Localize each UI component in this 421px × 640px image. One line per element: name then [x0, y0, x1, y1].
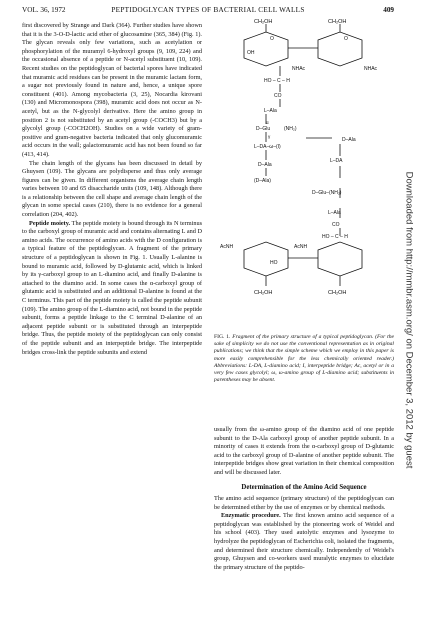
label-ch2oh-top-right: CH₂OH — [328, 19, 347, 25]
label-co-top: CO — [274, 93, 282, 99]
label-ch2oh-bottom-left: CH₂OH — [254, 290, 273, 296]
paragraph-enzymatic-procedure — [214, 512, 394, 572]
label-d-glu: D–Glu — [256, 126, 271, 132]
peptidoglycan-structure-svg — [214, 18, 394, 336]
figure-label: FIG. 1. — [214, 334, 231, 340]
enzymatic-procedure-body: The first known amino acid sequence of a peptidoglycan was established by the pioneering work of Weidel and his school (403). They used autolytic enzymes and lysozyme to hydrolyze the peptidoglycan of Escherichia coli, isolated the fragments, and determined their structure chemically. Independently of Weidel's group, Ghuysen and co-workers used muralytic enzymes to elucidate the primary structure of the peptido- — [214, 512, 394, 571]
label-l-ala-top: L–Ala — [264, 108, 277, 114]
label-nhac-top-left: NHAc — [292, 66, 306, 72]
run-in-heading-peptide-moiety: Peptide moiety. — [29, 219, 71, 227]
label-ring-o-1: O — [270, 36, 274, 42]
label-ring-o-2: O — [344, 36, 348, 42]
running-title: PEPTIDOGLYCAN TYPES OF BACTERIAL CELL WALLS — [111, 6, 305, 14]
label-alpha: α — [266, 120, 269, 125]
download-watermark-text: Downloaded from http://mmbr.asm.org/ on December 3, 2012 by guest — [403, 171, 415, 469]
sugar-ring-top-right — [318, 32, 362, 66]
label-ch2oh-bottom-right: CH₂OH — [328, 290, 347, 296]
label-l-da-right: L–DA — [330, 158, 343, 164]
paragraph-peptide-moiety — [22, 220, 202, 358]
label-nhac-top-right: NHAc — [364, 66, 378, 72]
label-d-ala-parenthesized: (D–Ala) — [254, 178, 271, 184]
paragraph-glycan-chain-length: The chain length of the glycans has been discussed in detail by Ghuysen (109). The glycans are polydisperse and thus only average figures can be given. In different organisms the average chain length varies between 10 and 65 disaccharide units (109, 148). Although there is a relationship between the cell shape and average chain length of the glycan in some special cases (210), there is no evidence for a general correlation (204, 402). — [22, 159, 202, 219]
sugar-ring-bottom-left — [244, 242, 288, 276]
page-number: 409 — [383, 6, 394, 14]
label-d-ala-left: D–Ala — [258, 162, 272, 168]
label-lda-bridge: L–DA–ω–(I) — [254, 144, 281, 150]
left-column — [22, 22, 202, 357]
label-ho-bottom: HO — [270, 260, 278, 266]
download-watermark — [400, 0, 418, 640]
label-nh2-top: (NH₂) — [284, 126, 297, 132]
volume-label: VOL. 36, 1972 — [22, 6, 66, 14]
peptide-moiety-body: The peptide moiety is bound through its N terminus to the carboxyl group of muramic acid and contains alternating L and D amino acids. The occurrence of amino acids with the D configuration is a typical feature of the peptidoglycan. A fragment of the primary structure of a peptidoglycan is shown in Fig. 1. Usually L-alanine is bound to muramic acid, followed by D-glutamic acid, which is linked by its γ-carboxyl group to an L-diamino acid, and finally D-alanine is attached to the diamino acid. In some cases the α-carboxyl group of glutamic acid is substituted and an additional D-alanine is found at the C terminus. This part of the peptide moiety is called the peptide subunit (109). The amino group of the L-diamino acid, not bound in the peptide subunit, forms a peptide linkage to the C terminal D-alanine of an adjacent peptide subunit or is substituted through an interpeptide bridge. Thus, the peptide moiety of the peptidoglycan can only consist of the peptide subunit and an interpeptide bridge. The interpeptide bridges cross-link the peptide subunits and extend — [22, 219, 202, 356]
label-d-ala-right: D–Ala — [342, 137, 356, 143]
section-heading-amino-acid-sequence: Determination of the Amino Acid Sequence — [241, 483, 367, 491]
running-header — [22, 6, 394, 18]
sugar-ring-top-left — [244, 32, 288, 66]
figure-1-structure-diagram — [214, 18, 394, 336]
paragraph-muramic-acid: first discovered by Strange and Dark (364). Further studies have shown that it is the 3-O-D-lactic acid ether of glucosamine (365, 384) (Fig. 1). The glycan reveals only few variations, such as acetylation or phosphorylation of the muramyl 6-hydroxyl groups (9, 109, 224) and the occasional absence of a peptide or N-acetyl substituent (10, 109). Recent studies on the peptidoglycan of bacterial spores have indicated that muramic acid residues can be present in the muramic lactam form, a sugar not previously found in nature and, hence, a unique spore constituent (401). Among mycobacteria (3, 25), Nocardia kirovani (130) and Micromonospora (398), muramic acid does not occur as N-acetyl, but as the N-glycolyl derivative. Here the amino group in position 2 is not substituted by an acetyl group (-COCH3) but by a glycolyl group (-COCH2OH). Studies on a wide variety of gram-positive and gram-negative bacteria indicated that only glucomuramic acid occurs in the wall; galactomuramic acid has not been found so far (413, 414). — [22, 22, 202, 158]
figure-caption-text: Fragment of the primary structure of a typical peptidoglycan. (For the sake of simplicity we do not use the conventional representation as in original publications; we think that the simple scheme which we employ in this paper is more easily comprehensible for the less chemically oriented reader.) Abbreviations: L-DA, L-diamino acid; I, interpeptide bridge; Ac, acetyl or in a very few cases glycolyl; ω, ω-amino group of L-diamino acid; substituents in parentheses may be absent. — [214, 334, 394, 384]
label-co-bottom: CO — [332, 222, 340, 228]
label-gamma: γ — [268, 134, 271, 139]
right-column — [214, 426, 394, 572]
label-d-glu-nh2: D–Glu–(NH₂) — [312, 190, 342, 196]
paragraph-sequence-intro: The amino acid sequence (primary structure) of the peptidoglycan can be determined either by the use of enzymes or by chemical methods. — [214, 494, 394, 511]
label-hoch-bottom: HO – C – H — [322, 234, 348, 240]
label-acnh-left: AcNH — [220, 244, 234, 250]
label-ch2oh-top-left: CH₂OH — [254, 19, 273, 25]
label-acnh-right: AcNH — [294, 244, 308, 250]
paragraph-bridge-continuation: usually from the ω-amino group of the diamino acid of one peptide subunit to the D-Ala carboxyl group of another peptide subunit. In a minority of cases it extends from the α-carboxyl group of D-glutamic acid to the carboxyl group of D-alanine of another peptide subunit. The interpeptide bridges show great variation in their chemical composition and will be discussed later. — [214, 426, 394, 476]
label-oh-top: OH — [247, 50, 255, 56]
label-l-ala-right: L–Ala — [328, 210, 341, 216]
run-in-heading-enzymatic: Enzymatic procedure. — [221, 512, 281, 520]
figure-1-caption — [214, 334, 394, 384]
sugar-ring-bottom-right — [318, 242, 362, 276]
label-hoch: HO – C – H — [264, 78, 290, 84]
